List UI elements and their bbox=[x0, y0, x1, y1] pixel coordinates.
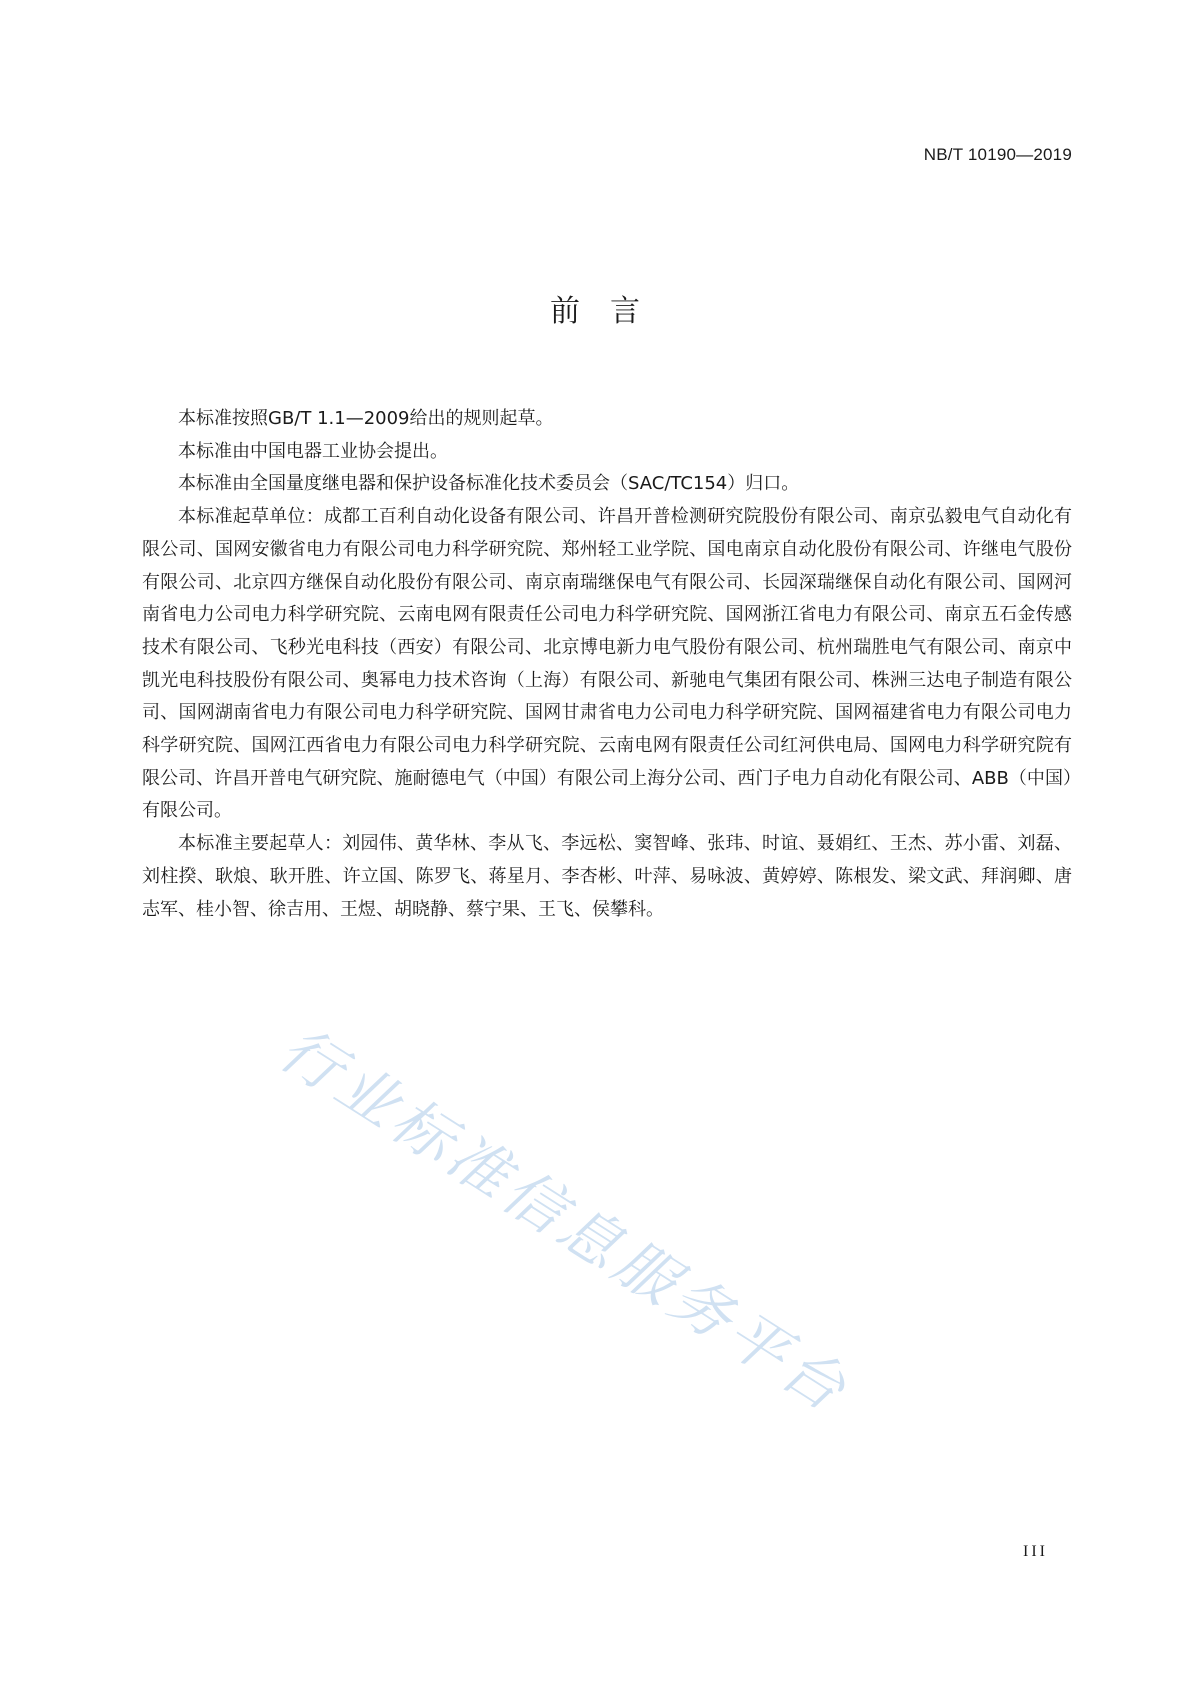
paragraph-drafting-rules: 本标准按照GB/T 1.1—2009给出的规则起草。 bbox=[178, 408, 554, 429]
standard-code-header: NB/T 10190—2019 bbox=[923, 145, 1072, 164]
paragraph-drafting-units: 本标准起草单位：成都工百利自动化设备有限公司、许昌开普检测研究院股份有限公司、南京弘毅电气自动化有限公司、国网安徽省电力有限公司电力科学研究院、郑州轻工业学院、国电南京自动化股份有限公司、许继电气股份有限公司、北京四方继保自动化股份有限公司、南京南瑞继保电气有限公司、长园深瑞继保自动化有限公司、国网河南省电力公司电力科学研究院、云南电网有限责任公司电力科学研究院、国网浙江省电力有限公司、南京五石金传感技术有限公司、飞秒光电科技（西安）有限公司、北京博电新力电气股份有限公司、杭州瑞胜电气有限公司、南京中凯光电科技股份有限公司、奥幂电力技术咨询（上海）有限公司、新驰电气集团有限公司、株洲三达电子制造有限公司、国网湖南省电力有限公司电力科学研究院、国网甘肃省电力公司电力科学研究院、国网福建省电力有限公司电力科学研究院、国网江西省电力有限公司电力科学研究院、云南电网有限责任公司红河供电局、国网电力科学研究院有限公司、许昌开普电气研究院、施耐德电气（中国）有限公司上海分公司、西门子电力自动化有限公司、ABB（中国）有限公司。 bbox=[142, 506, 1072, 822]
paragraph-proposer: 本标准由中国电器工业协会提出。 bbox=[178, 440, 448, 462]
preface-body bbox=[142, 403, 1072, 926]
paragraph-drafters: 本标准主要起草人：刘园伟、黄华林、李从飞、李远松、窦智峰、张玮、时谊、聂娟红、王杰、苏小雷、刘磊、刘柱揆、耿烺、耿开胜、许立国、陈罗飞、蒋星月、李杏彬、叶萍、易咏波、黄婷婷、陈根发、梁文武、拜润卿、唐志军、桂小智、徐吉用、王煜、胡晓静、蔡宁果、王飞、侯攀科。 bbox=[142, 833, 1072, 920]
page-number: III bbox=[1023, 1543, 1048, 1560]
watermark-text: 行业标准信息服务平台 bbox=[267, 1013, 862, 1428]
paragraph-committee: 本标准由全国量度继电器和保护设备标准化技术委员会（SAC/TC154）归口。 bbox=[178, 473, 800, 495]
page-title: 前言 bbox=[550, 294, 670, 330]
